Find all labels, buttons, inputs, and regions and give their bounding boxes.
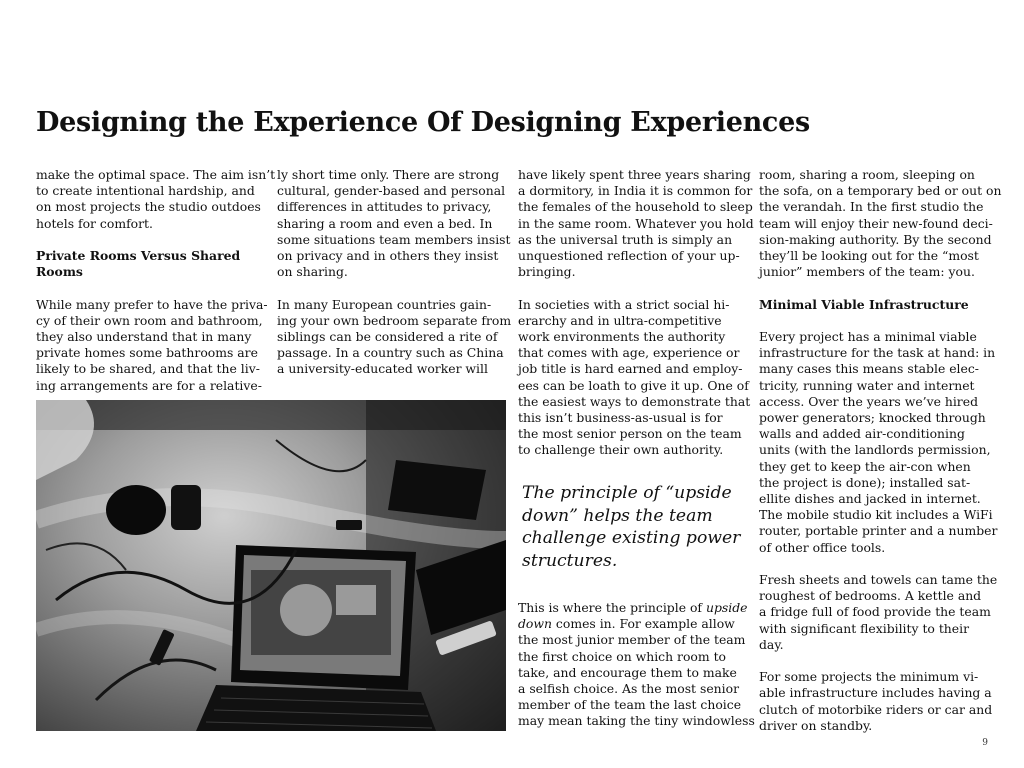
pull-quote-line: challenge existing power bbox=[522, 528, 741, 549]
pull-quote bbox=[522, 482, 742, 572]
text-line: of other office tools. bbox=[759, 539, 886, 555]
text-line: ing your own bedroom separate from bbox=[277, 312, 512, 328]
pull-quote-line: structures. bbox=[522, 550, 618, 571]
text-line: passage. In a country such as China bbox=[277, 345, 504, 361]
text-line: some situations team members insist bbox=[277, 231, 511, 247]
text-line: day. bbox=[759, 636, 784, 652]
text-line: the most senior person on the team bbox=[518, 426, 742, 442]
text-line: While many prefer to have the priva- bbox=[36, 296, 268, 312]
text-line: unquestioned reflection of your up- bbox=[518, 248, 740, 264]
text-line: router, portable printer and a number bbox=[759, 523, 998, 539]
subheading-private-rooms: Private Rooms Versus Shared Rooms bbox=[36, 248, 241, 280]
text-line: this isn’t business-as-usual is for bbox=[518, 410, 723, 426]
text-line: erarchy and in ultra-competitive bbox=[518, 312, 722, 328]
text-line: a dormitory, in India it is common for bbox=[518, 183, 753, 199]
text-line: on privacy and in others they insist bbox=[277, 248, 499, 264]
text-line: the easiest ways to demonstrate that bbox=[518, 393, 751, 409]
text-line: sharing a room and even a bed. In bbox=[277, 215, 493, 231]
text-line: to create intentional hardship, and bbox=[36, 183, 255, 199]
text-line: This is where the principle of upside bbox=[518, 600, 748, 615]
text-line: sion-making authority. By the second bbox=[759, 231, 992, 247]
text-line: cy of their own room and bathroom, bbox=[36, 312, 263, 328]
text-line: In societies with a strict social hi- bbox=[518, 296, 730, 312]
text-line: able infrastructure includes having a bbox=[759, 685, 992, 701]
text-line: siblings can be considered a rite of bbox=[277, 329, 498, 345]
paragraph bbox=[759, 167, 1002, 280]
text-line: Fresh sheets and towels can tame the bbox=[759, 572, 998, 588]
paragraph bbox=[759, 572, 998, 653]
paragraph bbox=[36, 297, 272, 394]
text-line: hotels for comfort. bbox=[36, 215, 153, 231]
text-line: ees can be loath to give it up. One of bbox=[518, 377, 749, 393]
text-line: to challenge their own authority. bbox=[518, 442, 724, 458]
text-line: differences in attitudes to privacy, bbox=[277, 199, 492, 215]
column-3-lower bbox=[518, 600, 754, 730]
text-line: in the same room. Whatever you hold bbox=[518, 215, 754, 231]
text-line: may mean taking the tiny windowless bbox=[518, 713, 755, 729]
text-line: driver on standby. bbox=[759, 717, 873, 733]
text-line: tricity, running water and internet bbox=[759, 377, 975, 393]
text-line: work environments the authority bbox=[518, 329, 726, 345]
text-line: infrastructure for the task at hand: in bbox=[759, 345, 996, 361]
text-line: walls and added air-conditioning bbox=[759, 426, 965, 442]
paragraph bbox=[36, 167, 276, 232]
text-line: make the optimal space. The aim isn’t bbox=[36, 167, 276, 182]
text-line: the sofa, on a temporary bed or out on bbox=[759, 183, 1002, 199]
paragraph bbox=[518, 167, 754, 280]
emphasis: upside bbox=[705, 600, 748, 615]
text-line: a selfish choice. As the most senior bbox=[518, 681, 739, 697]
text-line: For some projects the minimum vi- bbox=[759, 669, 979, 685]
pull-quote-line: The principle of “upside bbox=[522, 483, 732, 503]
text-line: the verandah. In the first studio the bbox=[759, 199, 984, 215]
text-line: ing arrangements are for a relative- bbox=[36, 377, 262, 393]
text-line: team will enjoy their new-found deci- bbox=[759, 215, 993, 231]
photo-illustration bbox=[36, 400, 506, 731]
text-line: with significant flexibility to their bbox=[759, 620, 969, 636]
text-line: The mobile studio kit includes a WiFi bbox=[759, 507, 993, 523]
page-number: 9 bbox=[982, 738, 988, 748]
photo-laptops-on-bed bbox=[36, 400, 506, 731]
text-line: they get to keep the air-con when bbox=[759, 458, 971, 474]
text-line: In many European countries gain- bbox=[277, 296, 492, 312]
column-2 bbox=[277, 167, 513, 378]
text-line: power generators; knocked through bbox=[759, 410, 986, 426]
text-line: Every project has a minimal viable bbox=[759, 329, 977, 344]
text-line: many cases this means stable elec- bbox=[759, 361, 979, 377]
text-line: clutch of motorbike riders or car and bbox=[759, 701, 993, 717]
paragraph bbox=[277, 297, 513, 378]
text-line: a university-educated worker will bbox=[277, 361, 488, 377]
paragraph bbox=[759, 669, 995, 734]
text-line: they’ll be looking out for the “most bbox=[759, 248, 979, 264]
text-line: junior” members of the team: you. bbox=[759, 264, 975, 280]
text-line: as the universal truth is simply an bbox=[518, 231, 733, 247]
page-title: Designing the Experience Of Designing Experiences bbox=[36, 107, 810, 138]
text-line: private homes some bathrooms are bbox=[36, 345, 258, 361]
text-line: the first choice on which room to bbox=[518, 648, 727, 664]
text-line: ellite dishes and jacked in internet. bbox=[759, 491, 981, 507]
text-line: the females of the household to sleep bbox=[518, 199, 753, 215]
emphasis: down bbox=[518, 616, 552, 632]
text-line: bringing. bbox=[518, 264, 576, 280]
paragraph bbox=[759, 329, 998, 556]
text-line: that comes with age, experience or bbox=[518, 345, 740, 361]
text-line: have likely spent three years sharing bbox=[518, 167, 751, 182]
text-line: they also understand that in many bbox=[36, 329, 252, 344]
pull-quote-line: down” helps the team bbox=[522, 505, 713, 526]
text-line: units (with the landlords permission, bbox=[759, 442, 991, 458]
text-line: on sharing. bbox=[277, 264, 348, 280]
text-line: take, and encourage them to make bbox=[518, 664, 737, 680]
text-line: roughest of bedrooms. A kettle and bbox=[759, 588, 982, 604]
text-line: on most projects the studio outdoes bbox=[36, 199, 261, 215]
text-line: cultural, gender-based and personal bbox=[277, 183, 506, 199]
text-line: room, sharing a room, sleeping on bbox=[759, 167, 975, 182]
text-line: access. Over the years we’ve hired bbox=[759, 393, 978, 409]
column-1 bbox=[36, 167, 276, 394]
text-line: likely to be shared, and that the liv- bbox=[36, 361, 260, 377]
text-line: ly short time only. There are strong bbox=[277, 167, 500, 182]
text-line: the project is done); installed sat- bbox=[759, 474, 971, 490]
text-line: member of the team the last choice bbox=[518, 697, 742, 713]
text-line: down comes in. For example allow bbox=[518, 616, 735, 632]
text-line: the most junior member of the team bbox=[518, 632, 746, 648]
paragraph bbox=[518, 600, 754, 730]
column-3 bbox=[518, 167, 754, 459]
paragraph bbox=[277, 167, 513, 280]
paragraph bbox=[518, 297, 754, 459]
text-line: job title is hard earned and employ- bbox=[518, 361, 743, 377]
text-line: a fridge full of food provide the team bbox=[759, 604, 991, 620]
column-4 bbox=[759, 167, 1002, 734]
subheading-minimal-viable-infrastructure: Minimal Viable Infrastructure bbox=[759, 296, 969, 312]
